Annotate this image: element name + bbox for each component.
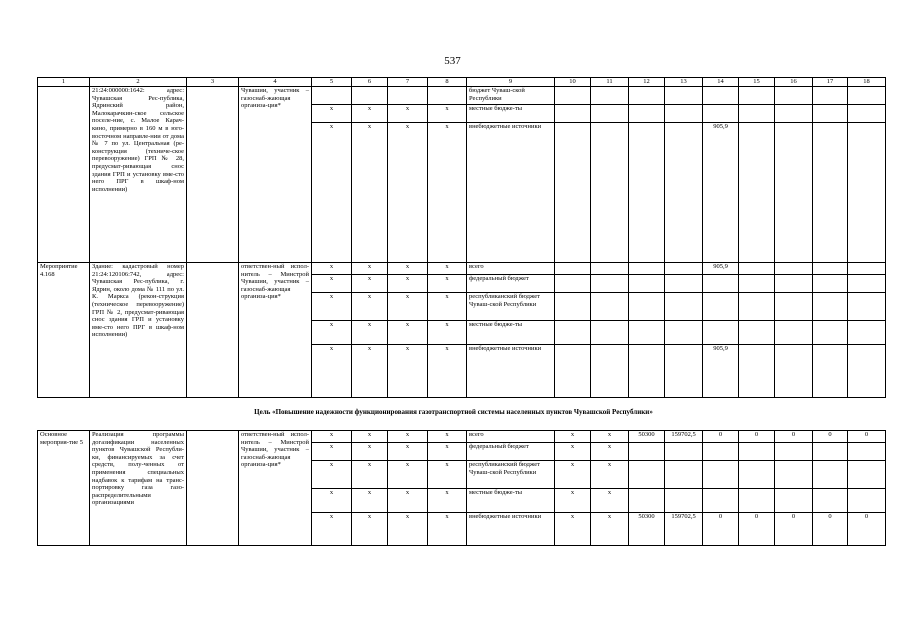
marker-cell: x: [428, 321, 467, 345]
marker-cell: x: [388, 105, 428, 123]
value-cell: [665, 87, 703, 105]
marker-cell: x: [428, 461, 467, 489]
value-cell: [555, 105, 591, 123]
value-cell: [813, 123, 848, 263]
responsible-executor-cell: ответствен-ный испол-нитель – Минстрой Чувашии, участник – газоснаб-жающая организа-ция*: [239, 431, 312, 546]
marker-cell: x: [428, 293, 467, 321]
marker-cell: x: [388, 431, 428, 443]
value-cell: [665, 123, 703, 263]
marker-cell: x: [352, 123, 388, 263]
value-cell: [775, 105, 813, 123]
value-cell: [739, 443, 775, 461]
column-number: 1: [38, 78, 90, 87]
marker-cell: [428, 87, 467, 105]
activity-code-cell: [38, 87, 90, 263]
value-cell: [813, 105, 848, 123]
value-cell: [739, 461, 775, 489]
marker-cell: x: [428, 275, 467, 293]
marker-cell: x: [388, 461, 428, 489]
value-cell: [813, 461, 848, 489]
goal-heading: Цель «Повышение надежности функционирования газотранспортной системы населенных пунктов Чувашской Республики»: [254, 408, 653, 416]
value-cell: [813, 321, 848, 345]
value-cell: [739, 87, 775, 105]
amount-cell: 0: [703, 513, 739, 546]
value-cell: x: [555, 489, 591, 513]
responsible-executor-cell: ответствен-ный испол-нитель – Минстрой Чувашии, участник – газоснаб-жающая организа-ция*: [239, 263, 312, 398]
responsible-executor-cell: Чувашии, участник – газоснаб-жающая организа-ция*: [239, 87, 312, 263]
value-cell: 0: [739, 513, 775, 546]
value-cell: [591, 123, 629, 263]
marker-cell: x: [312, 263, 352, 275]
value-cell: [848, 275, 886, 293]
value-cell: x: [591, 489, 629, 513]
value-cell: [591, 321, 629, 345]
marker-cell: x: [312, 321, 352, 345]
funding-source-cell: федеральный бюджет: [467, 275, 555, 293]
column-number: 5: [312, 78, 352, 87]
marker-cell: x: [352, 431, 388, 443]
header-row: [38, 78, 886, 87]
value-cell: [629, 321, 665, 345]
value-cell: 0: [775, 513, 813, 546]
column-number: 7: [388, 78, 428, 87]
value-cell: [665, 105, 703, 123]
value-cell: [591, 293, 629, 321]
marker-cell: x: [428, 513, 467, 546]
column-number: 13: [665, 78, 703, 87]
marker-cell: x: [312, 293, 352, 321]
funding-source-cell: местные бюдже-ты: [467, 105, 555, 123]
marker-cell: x: [428, 123, 467, 263]
value-cell: [775, 489, 813, 513]
value-cell: [775, 293, 813, 321]
value-cell: [665, 443, 703, 461]
column-number: 6: [352, 78, 388, 87]
marker-cell: x: [388, 275, 428, 293]
value-cell: x: [591, 461, 629, 489]
value-cell: [555, 321, 591, 345]
value-cell: x: [555, 513, 591, 546]
value-cell: [848, 461, 886, 489]
value-cell: [555, 123, 591, 263]
value-cell: [591, 87, 629, 105]
value-cell: [555, 345, 591, 398]
value-cell: [665, 263, 703, 275]
value-cell: [629, 345, 665, 398]
marker-cell: x: [428, 489, 467, 513]
value-cell: [739, 345, 775, 398]
marker-cell: x: [388, 345, 428, 398]
table-row: [38, 431, 886, 443]
column-number: 12: [629, 78, 665, 87]
page-number: 537: [444, 55, 461, 67]
value-cell: 159702,5: [665, 431, 703, 443]
funding-source-cell: местные бюдже-ты: [467, 489, 555, 513]
value-cell: 0: [739, 431, 775, 443]
amount-cell: [703, 461, 739, 489]
marker-cell: x: [352, 321, 388, 345]
value-cell: [665, 321, 703, 345]
value-cell: [629, 275, 665, 293]
value-cell: 50300: [629, 431, 665, 443]
value-cell: x: [555, 431, 591, 443]
marker-cell: x: [388, 513, 428, 546]
value-cell: x: [555, 461, 591, 489]
activity-description-cell: Реализация программы догазификации населенных пунктов Чувашской Республи-ки, финансируемых за счет средств, полу-ченных от применения специальных надбавок к тарифам на транс-портировку газа газо-распределительными организациями: [90, 431, 187, 546]
activity-description-cell: Здание: кадастровый номер 21:24:120106:742, адрес: Чувашская Рес-публика, г. Ядрин, около дома № 111 по ул. К. Маркса (рекон-струкция (техническое перевооружение) ГРП № 2, предусмат-ривающая снос здания ГРП и установку вме-сто него ПРГ в шкаф-ном исполнении): [90, 263, 187, 398]
value-cell: [739, 105, 775, 123]
marker-cell: x: [312, 461, 352, 489]
value-cell: [775, 87, 813, 105]
column-number: 9: [467, 78, 555, 87]
table-row: [38, 87, 886, 105]
marker-cell: x: [388, 321, 428, 345]
column-number: 2: [90, 78, 187, 87]
marker-cell: x: [312, 489, 352, 513]
funding-source-cell: внебюджетные источники: [467, 513, 555, 546]
value-cell: [813, 87, 848, 105]
value-cell: [848, 345, 886, 398]
marker-cell: x: [352, 293, 388, 321]
value-cell: x: [591, 431, 629, 443]
marker-cell: x: [428, 431, 467, 443]
empty-cell: [187, 431, 239, 546]
marker-cell: [388, 87, 428, 105]
value-cell: [665, 345, 703, 398]
funding-source-cell: республиканский бюджет Чуваш-ской Республики: [467, 461, 555, 489]
value-cell: [555, 275, 591, 293]
activity-description-cell: 21:24:000000:1642: адрес: Чувашская Рес-публика, Ядринский район, Малокарачкин-ское сельское поселе-ние, с. Малое Карач-кино, примерно в 160 м в юго-восточном направле-нии от дома № 7 по ул. Центральная (ре-конструкция (техниче-ское перевооружение) ГРП № 28, предусмат-ривающая снос здания ГРП и установку вме-сто него ПРГ в шкаф-ном исполнении): [90, 87, 187, 263]
column-number: 11: [591, 78, 629, 87]
value-cell: [629, 489, 665, 513]
funding-source-cell: всего: [467, 431, 555, 443]
value-cell: [739, 293, 775, 321]
amount-cell: [703, 87, 739, 105]
value-cell: [813, 293, 848, 321]
table-row: [38, 263, 886, 275]
marker-cell: x: [312, 513, 352, 546]
marker-cell: [352, 87, 388, 105]
funding-source-cell: бюджет Чуваш-ской Республики: [467, 87, 555, 105]
value-cell: 0: [813, 513, 848, 546]
column-number: 10: [555, 78, 591, 87]
value-cell: [739, 123, 775, 263]
funding-source-cell: внебюджетные источники: [467, 123, 555, 263]
amount-cell: [703, 293, 739, 321]
amount-cell: 905,9: [703, 345, 739, 398]
marker-cell: x: [428, 105, 467, 123]
value-cell: [591, 105, 629, 123]
value-cell: x: [555, 443, 591, 461]
value-cell: 0: [775, 431, 813, 443]
marker-cell: x: [352, 513, 388, 546]
empty-cell: [187, 263, 239, 398]
value-cell: [665, 489, 703, 513]
marker-cell: x: [352, 443, 388, 461]
value-cell: [739, 321, 775, 345]
value-cell: 0: [848, 431, 886, 443]
amount-cell: 0: [703, 431, 739, 443]
marker-cell: x: [312, 443, 352, 461]
value-cell: [629, 443, 665, 461]
marker-cell: x: [352, 275, 388, 293]
value-cell: [555, 293, 591, 321]
marker-cell: x: [312, 105, 352, 123]
value-cell: [775, 263, 813, 275]
value-cell: [775, 443, 813, 461]
value-cell: [629, 461, 665, 489]
value-cell: [813, 275, 848, 293]
column-number: 14: [703, 78, 739, 87]
program-table-2: [37, 430, 886, 546]
value-cell: [848, 443, 886, 461]
marker-cell: x: [352, 345, 388, 398]
value-cell: [629, 105, 665, 123]
value-cell: [848, 293, 886, 321]
marker-cell: x: [352, 489, 388, 513]
empty-cell: [187, 87, 239, 263]
amount-cell: [703, 275, 739, 293]
value-cell: [848, 87, 886, 105]
marker-cell: x: [388, 123, 428, 263]
marker-cell: x: [428, 443, 467, 461]
value-cell: [739, 489, 775, 513]
value-cell: [775, 123, 813, 263]
value-cell: [775, 461, 813, 489]
amount-cell: 905,9: [703, 263, 739, 275]
funding-source-cell: федеральный бюджет: [467, 443, 555, 461]
value-cell: [813, 489, 848, 513]
column-number: 3: [187, 78, 239, 87]
marker-cell: x: [388, 443, 428, 461]
value-cell: [848, 105, 886, 123]
marker-cell: x: [428, 345, 467, 398]
column-number: 18: [848, 78, 886, 87]
funding-source-cell: всего: [467, 263, 555, 275]
amount-cell: 905,9: [703, 123, 739, 263]
value-cell: x: [591, 443, 629, 461]
value-cell: [629, 123, 665, 263]
activity-code-cell: Основное мероприя-тие 5: [38, 431, 90, 546]
marker-cell: x: [388, 263, 428, 275]
value-cell: [739, 275, 775, 293]
marker-cell: x: [312, 345, 352, 398]
value-cell: [813, 443, 848, 461]
value-cell: [848, 489, 886, 513]
value-cell: [665, 275, 703, 293]
value-cell: [665, 461, 703, 489]
value-cell: [739, 263, 775, 275]
amount-cell: [703, 321, 739, 345]
column-number: 15: [739, 78, 775, 87]
marker-cell: x: [428, 263, 467, 275]
column-number: 8: [428, 78, 467, 87]
column-number: 4: [239, 78, 312, 87]
value-cell: x: [591, 513, 629, 546]
amount-cell: [703, 105, 739, 123]
marker-cell: x: [352, 263, 388, 275]
amount-cell: [703, 443, 739, 461]
value-cell: [629, 263, 665, 275]
value-cell: [665, 293, 703, 321]
value-cell: [775, 345, 813, 398]
marker-cell: x: [388, 293, 428, 321]
marker-cell: x: [312, 123, 352, 263]
marker-cell: x: [352, 461, 388, 489]
marker-cell: [312, 87, 352, 105]
funding-source-cell: местные бюдже-ты: [467, 321, 555, 345]
marker-cell: x: [388, 489, 428, 513]
activity-code-cell: Мероприятие 4.168: [38, 263, 90, 398]
value-cell: [629, 87, 665, 105]
value-cell: [629, 293, 665, 321]
value-cell: [775, 275, 813, 293]
value-cell: [591, 345, 629, 398]
value-cell: [813, 263, 848, 275]
marker-cell: x: [312, 431, 352, 443]
value-cell: [591, 275, 629, 293]
funding-source-cell: внебюджетные источники: [467, 345, 555, 398]
program-table: [37, 77, 886, 398]
value-cell: [848, 123, 886, 263]
value-cell: [555, 263, 591, 275]
value-cell: [848, 321, 886, 345]
value-cell: 50300: [629, 513, 665, 546]
column-number: 17: [813, 78, 848, 87]
value-cell: 159702,5: [665, 513, 703, 546]
value-cell: [775, 321, 813, 345]
value-cell: [591, 263, 629, 275]
marker-cell: x: [352, 105, 388, 123]
value-cell: 0: [848, 513, 886, 546]
column-number: 16: [775, 78, 813, 87]
value-cell: [555, 87, 591, 105]
value-cell: [848, 263, 886, 275]
value-cell: 0: [813, 431, 848, 443]
marker-cell: x: [312, 275, 352, 293]
value-cell: [813, 345, 848, 398]
amount-cell: [703, 489, 739, 513]
funding-source-cell: республиканский бюджет Чуваш-ской Республики: [467, 293, 555, 321]
